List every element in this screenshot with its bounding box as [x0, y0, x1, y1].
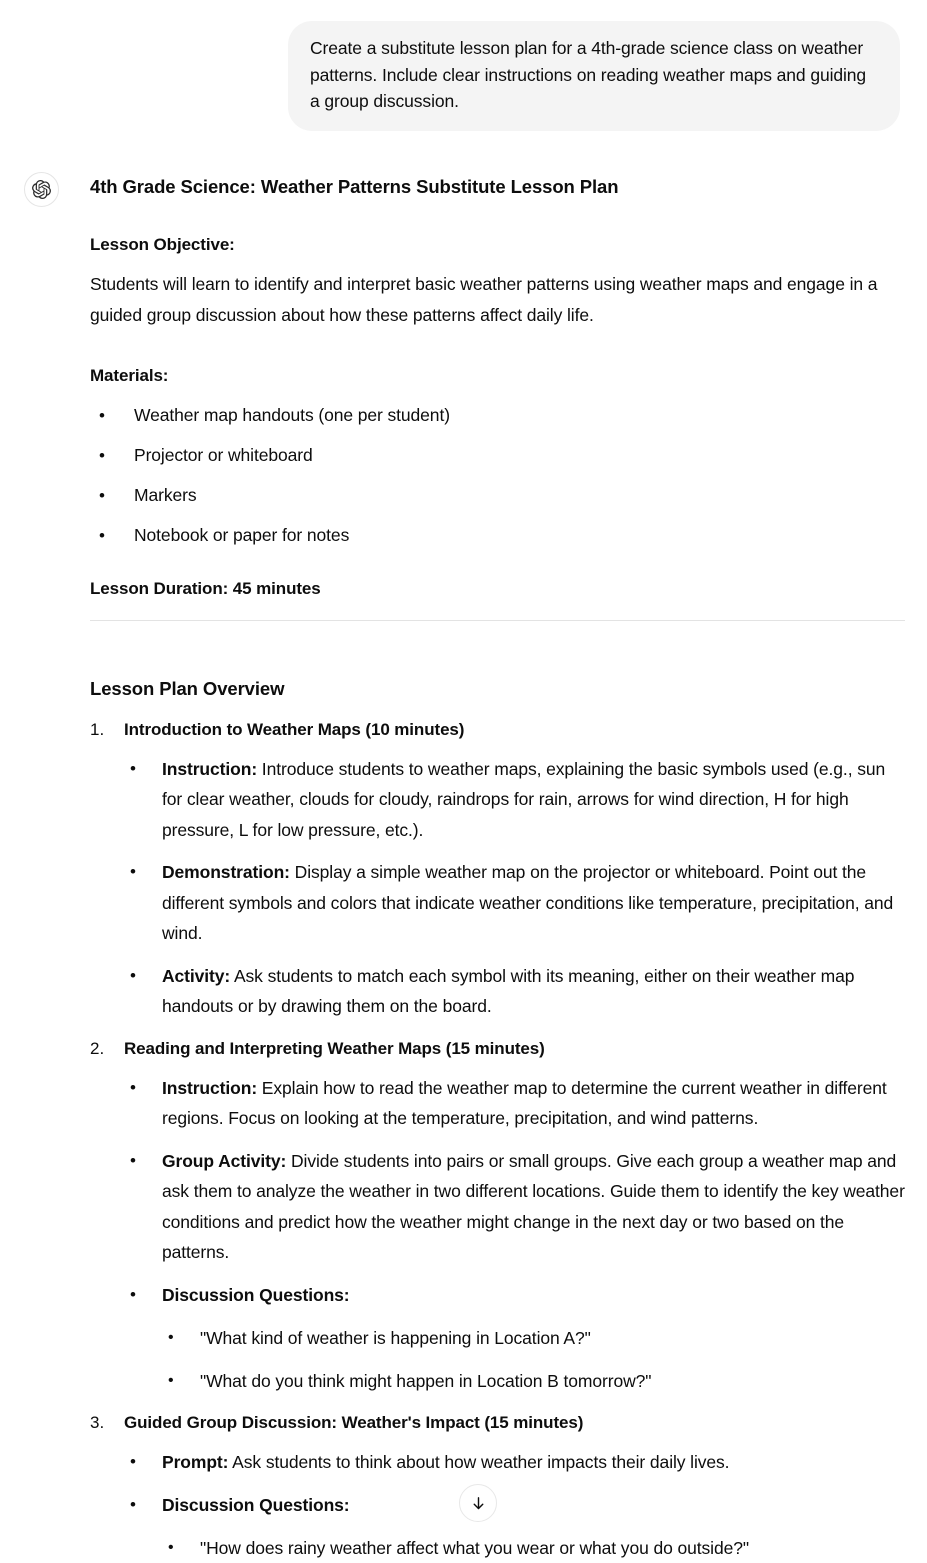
step-title: Guided Group Discussion: Weather's Impact (15 minutes): [124, 1409, 905, 1436]
list-item: • "What kind of weather is happening in Location A?": [162, 1323, 905, 1353]
list-item: [124, 1146, 905, 1268]
discussion-questions-list: [162, 1323, 905, 1396]
list-item: • "How does rainy weather affect what you wear or what you do outside?": [162, 1533, 905, 1563]
discussion-questions-list: [162, 1533, 905, 1563]
list-item: [124, 961, 905, 1022]
lesson-step: [90, 1035, 905, 1397]
list-item: • Markers: [90, 480, 905, 511]
list-item: [124, 1280, 905, 1397]
item-text: Ask students to think about how weather impacts their daily lives.: [228, 1452, 729, 1472]
materials-label: Materials:: [90, 363, 905, 389]
list-item: [124, 1490, 905, 1563]
step-title: Reading and Interpreting Weather Maps (15 minutes): [124, 1035, 905, 1062]
openai-logo-icon: [32, 180, 51, 199]
scroll-to-bottom-button[interactable]: [459, 1484, 497, 1522]
item-lead: Group Activity:: [162, 1151, 286, 1171]
item-lead: Instruction:: [162, 759, 257, 779]
list-item: [124, 1447, 905, 1478]
assistant-avatar: [24, 172, 59, 207]
assistant-message-row: [0, 131, 927, 1563]
list-item: • Notebook or paper for notes: [90, 520, 905, 551]
item-text: Ask students to match each symbol with its meaning, either on their weather map handouts or by drawing them on the board.: [162, 966, 854, 1017]
item-text: Introduce students to weather maps, explaining the basic symbols used (e.g., sun for clear weather, clouds for cloudy, raindrops for rain, arrows for wind direction, H for high pressure, L for low pressure, etc.).: [162, 759, 885, 840]
step-sub-list: [124, 1447, 905, 1563]
message-title: 4th Grade Science: Weather Patterns Substitute Lesson Plan: [90, 174, 905, 200]
item-text: Divide students into pairs or small groups. Give each group a weather map and ask them to analyze the weather in two different locations. Guide them to identify the key weather conditions and predict how the weather might change in the next day or two based on the patterns.: [162, 1151, 905, 1263]
materials-list: [90, 400, 905, 551]
item-lead: Discussion Questions:: [162, 1285, 350, 1305]
lesson-steps-list: [90, 716, 905, 1563]
item-lead: Prompt:: [162, 1452, 228, 1472]
step-title: Introduction to Weather Maps (10 minutes): [124, 716, 905, 743]
arrow-down-icon: [470, 1495, 487, 1512]
lesson-step: [90, 716, 905, 1022]
user-message-row: [0, 0, 927, 131]
list-item: • "What do you think might happen in Location B tomorrow?": [162, 1366, 905, 1396]
list-item: • Projector or whiteboard: [90, 440, 905, 471]
item-text: Display a simple weather map on the projector or whiteboard. Point out the different symbols and colors that indicate weather conditions like temperature, precipitation, and wind.: [162, 862, 893, 943]
item-lead: Demonstration:: [162, 862, 290, 882]
step-sub-list: [124, 1073, 905, 1397]
lesson-step: [90, 1409, 905, 1563]
item-lead: Discussion Questions:: [162, 1495, 350, 1515]
user-message-text: Create a substitute lesson plan for a 4th-grade science class on weather patterns. Include clear instructions on reading weather maps and guiding a group discussion.: [310, 35, 878, 115]
lesson-plan-overview-title: Lesson Plan Overview: [90, 676, 905, 702]
list-item: [124, 754, 905, 846]
lesson-duration: Lesson Duration: 45 minutes: [90, 576, 905, 602]
list-item: • Weather map handouts (one per student): [90, 400, 905, 431]
item-lead: Activity:: [162, 966, 230, 986]
item-text: Explain how to read the weather map to determine the current weather in different regions. Focus on looking at the temperature, precipitation, and wind patterns.: [162, 1078, 887, 1129]
lesson-objective-text: Students will learn to identify and interpret basic weather patterns using weather maps and engage in a guided group discussion about how these patterns affect daily life.: [90, 269, 905, 331]
lesson-objective-label: Lesson Objective:: [90, 232, 905, 258]
list-item: [124, 857, 905, 949]
assistant-message-body: [90, 168, 905, 1563]
list-item: [124, 1073, 905, 1134]
step-sub-list: [124, 754, 905, 1022]
user-message-bubble[interactable]: [288, 21, 900, 131]
item-lead: Instruction:: [162, 1078, 257, 1098]
section-divider: [90, 620, 905, 621]
